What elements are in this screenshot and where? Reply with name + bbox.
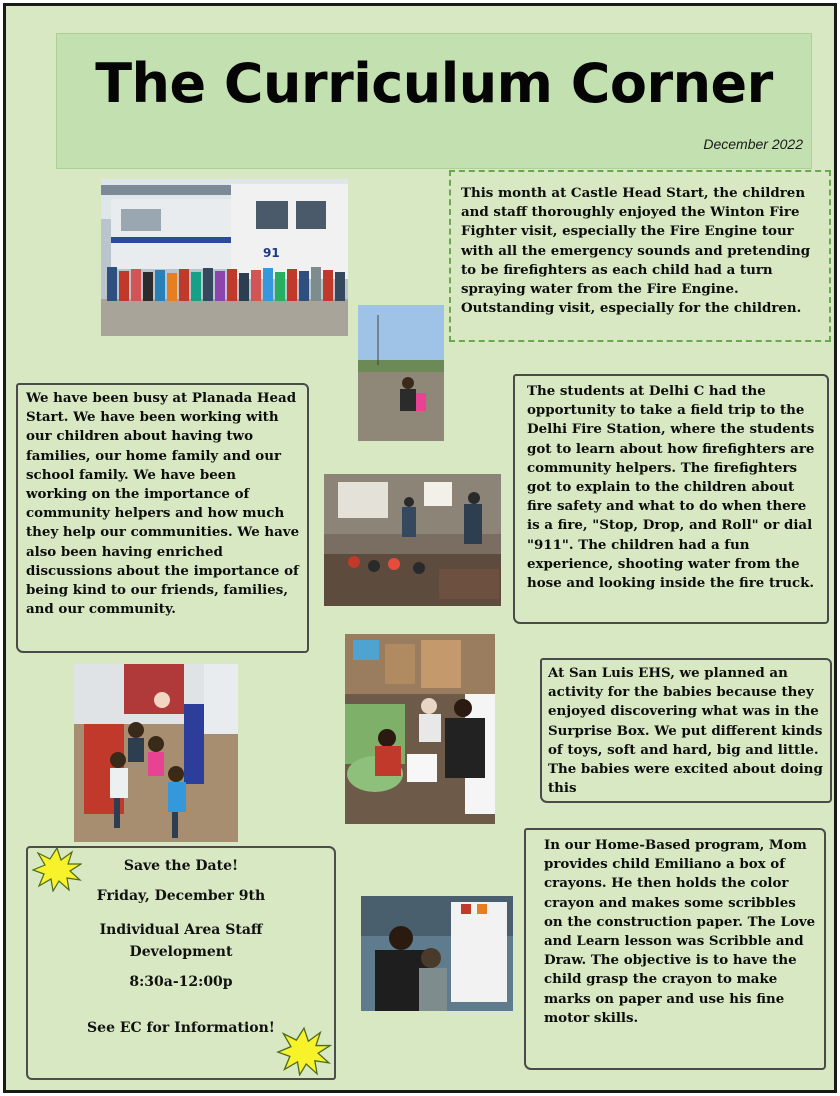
delhi-article bbox=[513, 374, 829, 624]
sanluis-article bbox=[540, 658, 832, 803]
homebased-article bbox=[524, 828, 826, 1070]
save-the-date-event-line1: Individual Area Staff bbox=[99, 922, 263, 938]
planada-article-text: We have been busy at Planada Head Start. We have been working with our children about having two families, our home family and our school family. We have been working on the importance of community helpers and how much they help our communities. We have also been having enriched discussions about the importance of being kind to our friends, families, and our community. bbox=[26, 390, 300, 618]
castle-article-text: This month at Castle Head Start, the children and staff thoroughly enjoyed the Winton Fire Fighter visit, especially the Fire Engine tour with all the emergency sounds and pretending to be firefighters as each child had a turn spraying water from the Fire Engine. Outstanding visit, especially for the children. bbox=[461, 185, 811, 317]
photo-child-outdoors bbox=[358, 305, 444, 441]
save-the-date-time: 8:30a-12:00p bbox=[129, 974, 233, 990]
homebased-article-text: In our Home-Based program, Mom provides child Emiliano a box of crayons. He then holds the color crayon and makes some scribbles on the construction paper. The Love and Learn lesson was Scribble and Draw. The objective is to have the child grasp the crayon to make marks on paper and use his fine motor skills. bbox=[544, 837, 816, 1026]
starburst-icon bbox=[276, 1026, 332, 1076]
planada-article bbox=[16, 383, 309, 653]
newsletter-page bbox=[3, 3, 837, 1093]
svg-text:91: 91 bbox=[263, 246, 280, 260]
castle-article bbox=[449, 170, 831, 342]
starburst-icon bbox=[32, 846, 82, 892]
issue-date: December 2022 bbox=[703, 136, 803, 152]
photo-playground bbox=[74, 664, 238, 842]
save-the-date-heading: Save the Date! bbox=[123, 858, 239, 874]
sanluis-article-text: At San Luis EHS, we planned an activity for the babies because they enjoyed discovering what was in the Surprise Box. We put different kinds of toys, soft and hard, big and little. The babies were excited about doing this bbox=[548, 665, 823, 797]
photo-home-based-crayons bbox=[361, 896, 513, 1011]
masthead bbox=[56, 33, 812, 169]
photo-classroom-presentation bbox=[324, 474, 501, 606]
photo-fire-truck-group bbox=[101, 179, 348, 336]
newsletter-title: The Curriculum Corner bbox=[95, 52, 773, 115]
save-the-date-info: See EC for Information! bbox=[87, 1020, 275, 1036]
save-the-date-day: Friday, December 9th bbox=[96, 888, 266, 904]
photo-surprise-box bbox=[345, 634, 495, 824]
delhi-article-text: The students at Delhi C had the opportunity to take a field trip to the Delhi Fire Station, where the students got to learn about how firefighters are community helpers. The firefighters got to explain to the children about fire safety and what to do when there is a fire, "Stop, Drop, and Roll" or dial "911". The children had a fun experience, shooting water from the hose and looking inside the fire truck. bbox=[527, 383, 815, 592]
save-the-date-event-line2: Development bbox=[129, 944, 233, 960]
